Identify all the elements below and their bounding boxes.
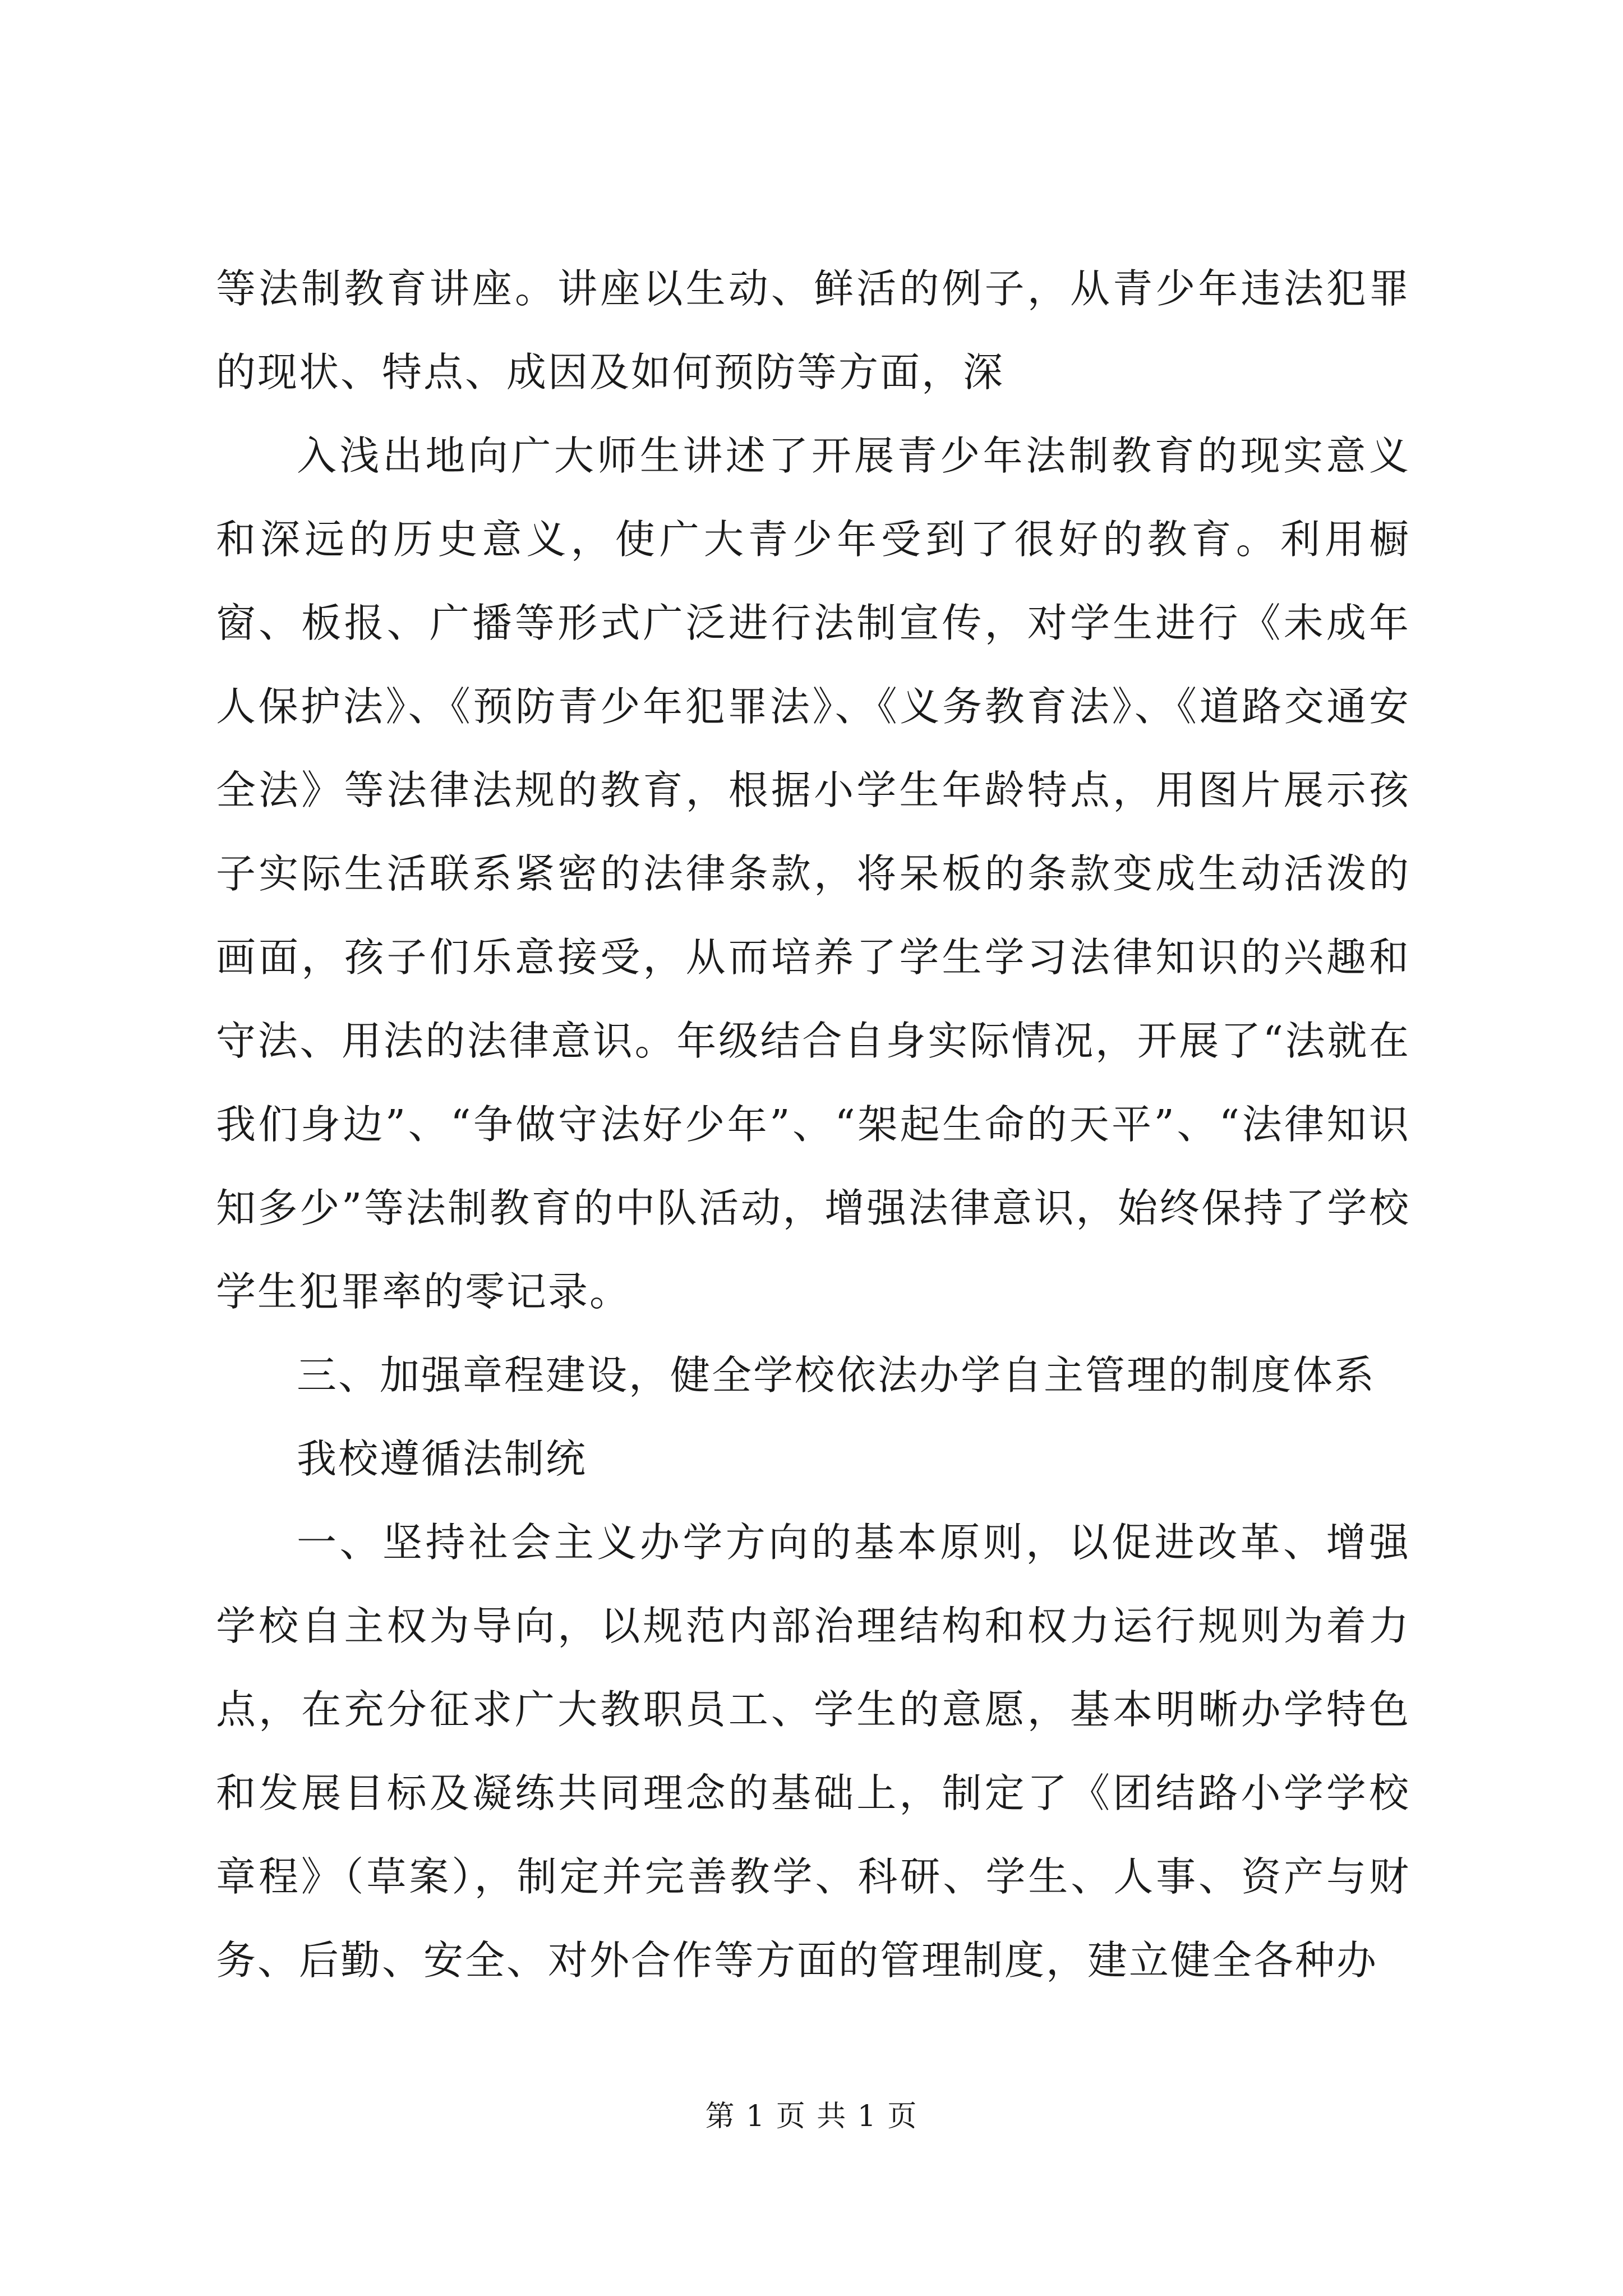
section-heading: 三、加强章程建设，健全学校依法办学自主管理的制度体系 [297, 1352, 1376, 1398]
paragraph-3: 我校遵循法制统 [297, 1435, 588, 1482]
document-body [216, 247, 1410, 2002]
paragraph-2: 入浅出地向广大师生讲述了开展青少年法制教育的现实意义和深远的历史意义，使广大青少年受到了很好的教育。利用橱窗、板报、广播等形式广泛进行法制宣传，对学生进行《未成年人保护法》、《预防青少年犯罪法》、《义务教育法》、《道路交通安全法》等法律法规的教育，根据小学生年龄特点，用图片展示孩子实际生活联系紧密的法律条款，将呆板的条款变成生动活泼的画面，孩子们乐意接受，从而培养了学生学习法律知识的兴趣和守法、用法的法律意识。年级结合自身实际情况，开展了“法就在我们身边”、“争做守法好少年”、“架起生命的天平”、“法律知识知多少”等法制教育的中队活动，增强法律意识，始终保持了学校学生犯罪率的零记录。 [216, 432, 1410, 1315]
paragraph-4: 一、坚持社会主义办学方向的基本原则，以促进改革、增强学校自主权为导向，以规范内部治理结构和权力运行规则为着力点，在充分征求广大教职员工、学生的意愿，基本明晰办学特色和发展目标及凝练共同理念的基础上，制定了《团结路小学学校章程》（草案），制定并完善教学、科研、学生、人事、资产与财务、后勤、安全、对外合作等方面的管理制度，建立健全各种办 [216, 1519, 1410, 1984]
page-number-footer: 第 1 页 共 1 页 [705, 2100, 918, 2133]
paragraph-1: 等法制教育讲座。讲座以生动、鲜活的例子，从青少年违法犯罪的现状、特点、成因及如何预防等方面，深 [216, 265, 1410, 395]
